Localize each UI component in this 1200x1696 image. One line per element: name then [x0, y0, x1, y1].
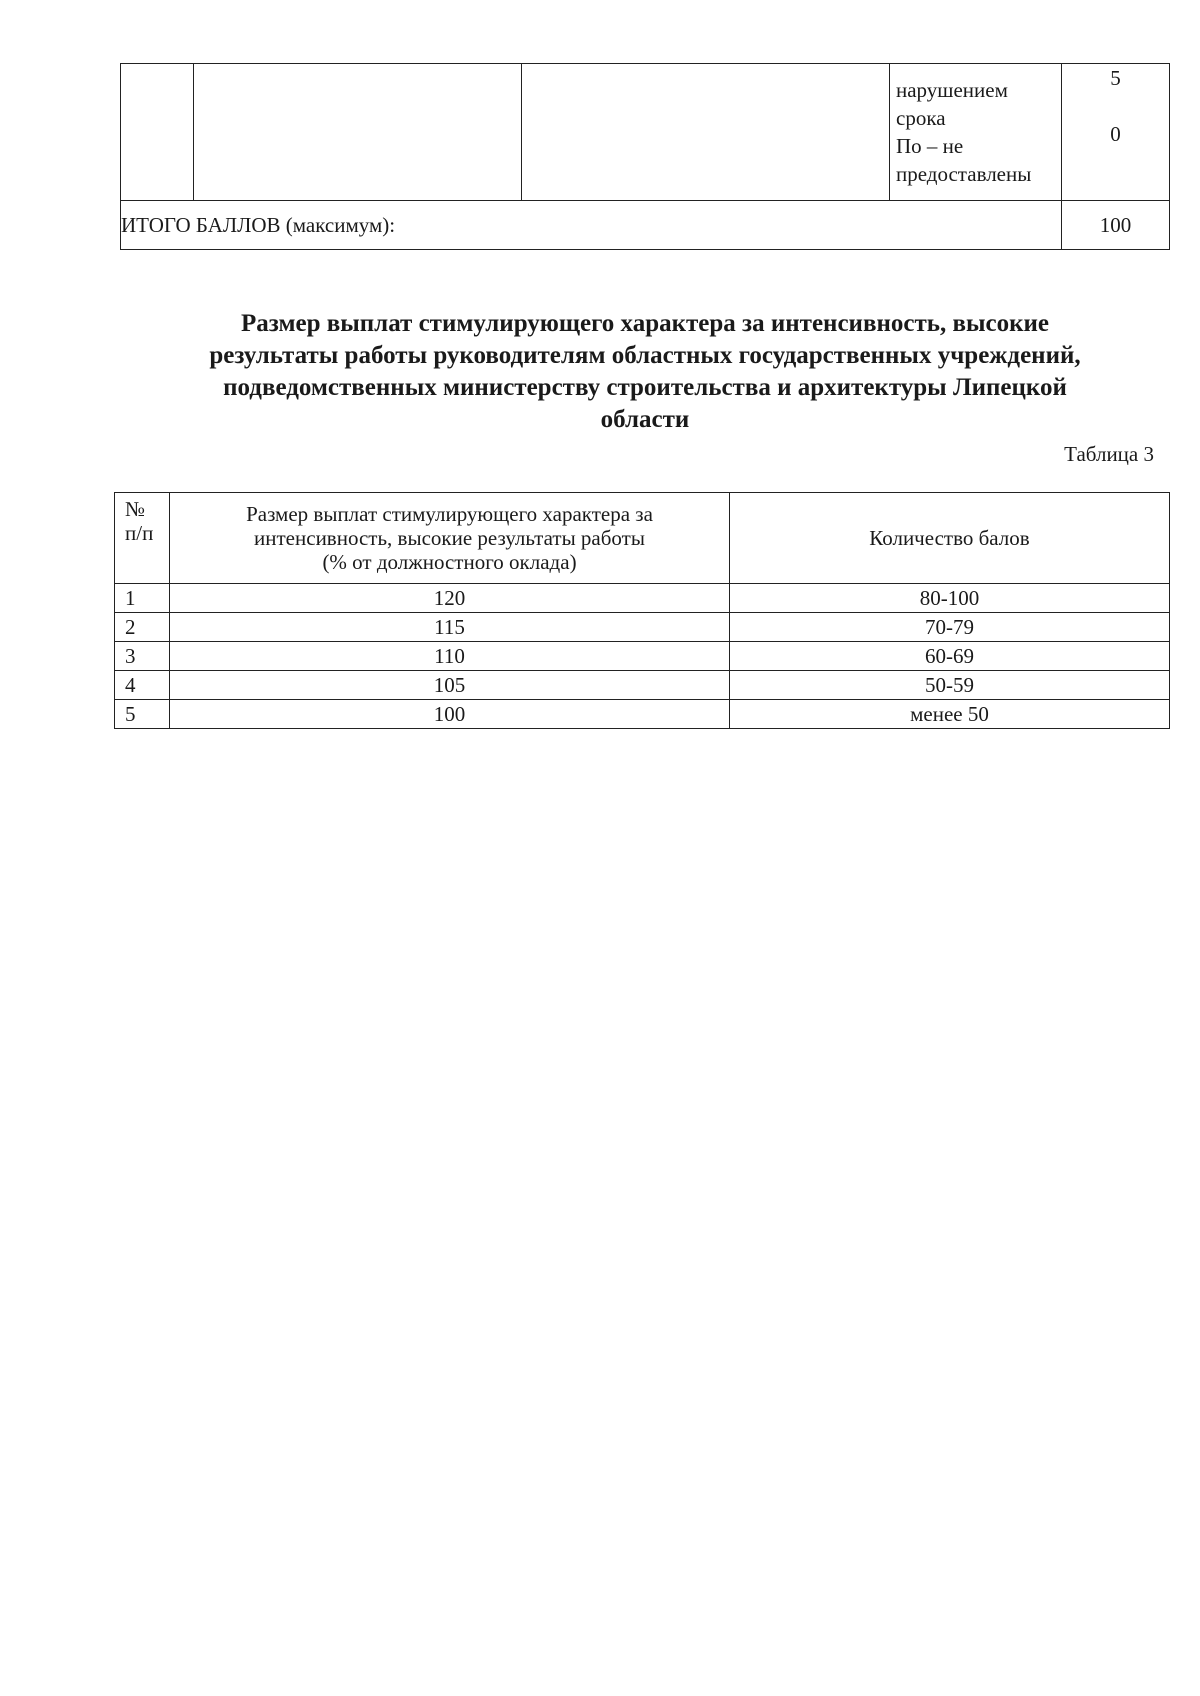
total-value: 100 — [1062, 201, 1170, 250]
heading-line: области — [600, 406, 690, 433]
payment-table — [114, 492, 1170, 729]
header-row — [115, 493, 1170, 584]
criteria-line: По – не — [896, 134, 964, 158]
row-number: 4 — [115, 671, 170, 700]
total-label: ИТОГО БАЛЛОВ (максимум): — [121, 201, 1062, 250]
score-value: 5 — [1110, 66, 1121, 90]
row-number: 2 — [115, 613, 170, 642]
criteria-line: нарушением — [896, 78, 1008, 102]
table-row — [115, 700, 1170, 729]
header-payment-line: интенсивность, высокие результаты работы — [254, 526, 645, 550]
header-payment — [170, 493, 730, 584]
row-payment: 120 — [170, 584, 730, 613]
row-points: 60-69 — [730, 642, 1170, 671]
table-row — [121, 64, 1170, 201]
row-payment: 110 — [170, 642, 730, 671]
criteria-cell — [890, 64, 1062, 201]
row-points: 80-100 — [730, 584, 1170, 613]
score-cell — [1062, 64, 1170, 201]
header-number-label: п/п — [125, 521, 154, 545]
header-points: Количество балов — [730, 493, 1170, 584]
row-points: 50-59 — [730, 671, 1170, 700]
section-heading — [110, 308, 1180, 436]
empty-cell — [522, 64, 890, 201]
table-row — [115, 584, 1170, 613]
criteria-line: предоставлены — [896, 162, 1032, 186]
row-points: менее 50 — [730, 700, 1170, 729]
heading-line: Размер выплат стимулирующего характера за интенсивность, высокие — [241, 310, 1049, 337]
row-payment: 105 — [170, 671, 730, 700]
criteria-line: срока — [896, 106, 946, 130]
header-number-symbol: № — [125, 497, 146, 521]
table-row — [115, 613, 1170, 642]
row-number: 3 — [115, 642, 170, 671]
row-number: 1 — [115, 584, 170, 613]
header-payment-line: (% от должностного оклада) — [322, 550, 577, 574]
empty-cell — [121, 64, 194, 201]
row-points: 70-79 — [730, 613, 1170, 642]
row-payment: 100 — [170, 700, 730, 729]
empty-cell — [194, 64, 522, 201]
header-number — [115, 493, 170, 584]
total-row — [121, 201, 1170, 250]
header-payment-line: Размер выплат стимулирующего характера за — [246, 502, 653, 526]
table-row — [115, 671, 1170, 700]
row-number: 5 — [115, 700, 170, 729]
heading-line: подведомственных министерству строительства и архитектуры Липецкой — [223, 374, 1067, 401]
criteria-table-continuation — [120, 63, 1170, 250]
heading-line: результаты работы руководителям областных государственных учреждений, — [209, 342, 1081, 369]
score-value: 0 — [1110, 122, 1121, 146]
table-caption: Таблица 3 — [1064, 442, 1154, 466]
row-payment: 115 — [170, 613, 730, 642]
table-row — [115, 642, 1170, 671]
